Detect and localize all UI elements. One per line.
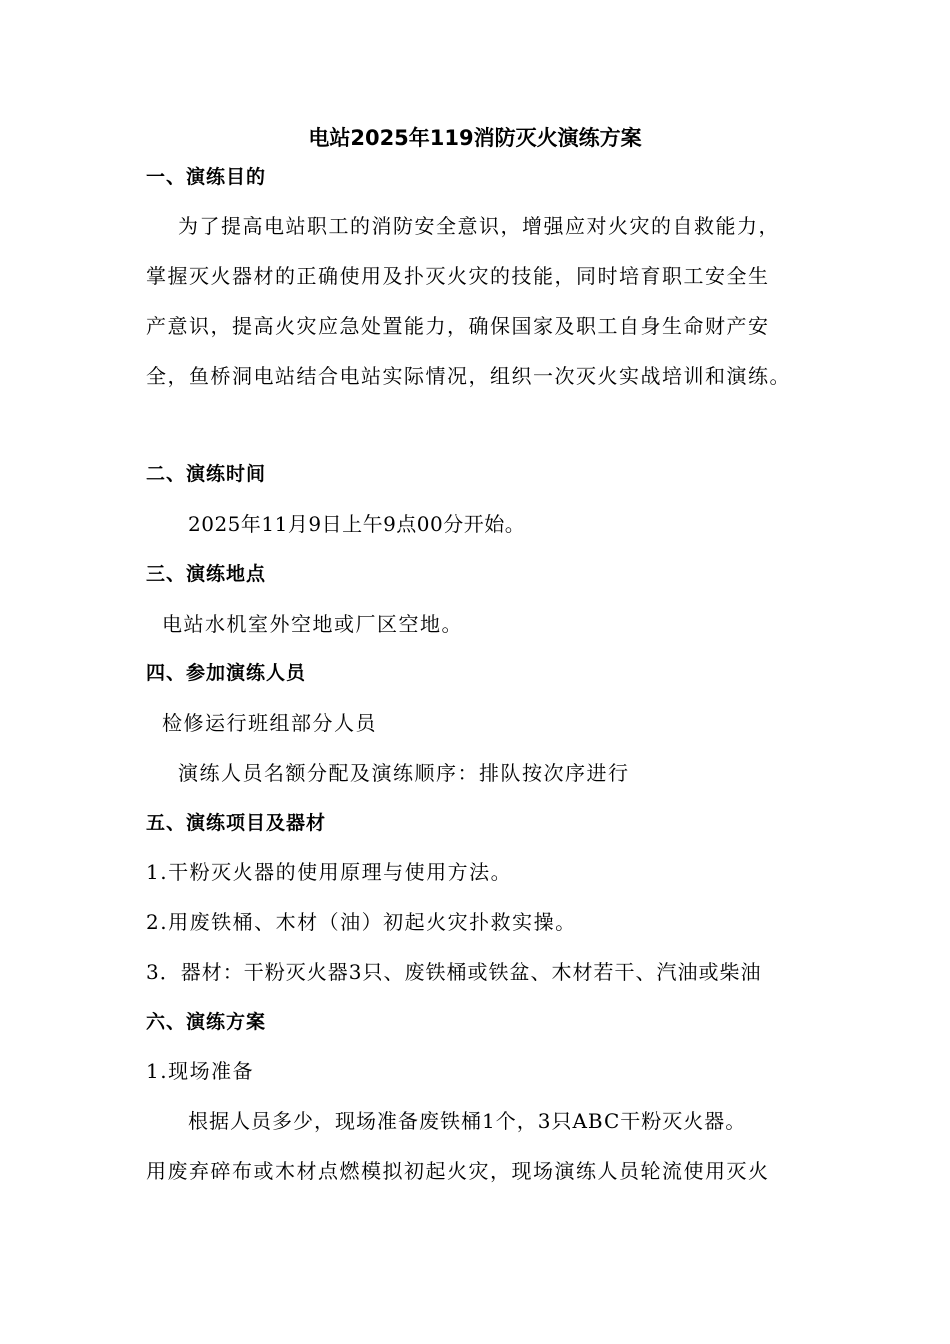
document-title: 电站2025年119消防灭火演练方案 [308,126,642,150]
paragraph-line: 演练人员名额分配及演练顺序：排队按次序进行 [178,761,630,785]
paragraph-line: 检修运行班组部分人员 [162,711,377,735]
paragraph-line: 根据人员多少，现场准备废铁桶1个，3只ABC干粉灭火器。 [188,1109,747,1133]
paragraph-line: 全，鱼桥洞电站结合电站实际情况，组织一次灭火实战培训和演练。 [146,364,791,388]
paragraph-line: 掌握灭火器材的正确使用及扑灭火灾的技能，同时培育职工安全生 [146,264,770,288]
paragraph-line: 用废弃碎布或木材点燃模拟初起火灾，现场演练人员轮流使用灭火 [146,1159,770,1183]
section-heading-participants: 四、参加演练人员 [146,662,307,684]
paragraph-line: 2.用废铁桶、木材（油）初起火灾扑救实操。 [146,910,577,934]
paragraph-line: 产意识，提高火灾应急处置能力，确保国家及职工自身生命财产安 [146,314,770,338]
paragraph-line: 为了提高电站职工的消防安全意识，增强应对火灾的自救能力， [178,214,780,238]
section-heading-items-equipment: 五、演练项目及器材 [146,812,327,834]
section-heading-location: 三、演练地点 [146,563,267,585]
paragraph-line: 3．器材：干粉灭火器3只、废铁桶或铁盆、木材若干、汽油或柴油 [146,960,762,984]
section-heading-purpose: 一、演练目的 [146,166,267,188]
paragraph-line: 1.干粉灭火器的使用原理与使用方法。 [146,860,513,884]
paragraph-line: 2025年11月9日上午9点00分开始。 [188,512,526,536]
section-heading-plan: 六、演练方案 [146,1011,267,1033]
section-heading-time: 二、演练时间 [146,463,267,485]
paragraph-line: 1.现场准备 [146,1059,255,1083]
paragraph-line: 电站水机室外空地或厂区空地。 [162,612,463,636]
